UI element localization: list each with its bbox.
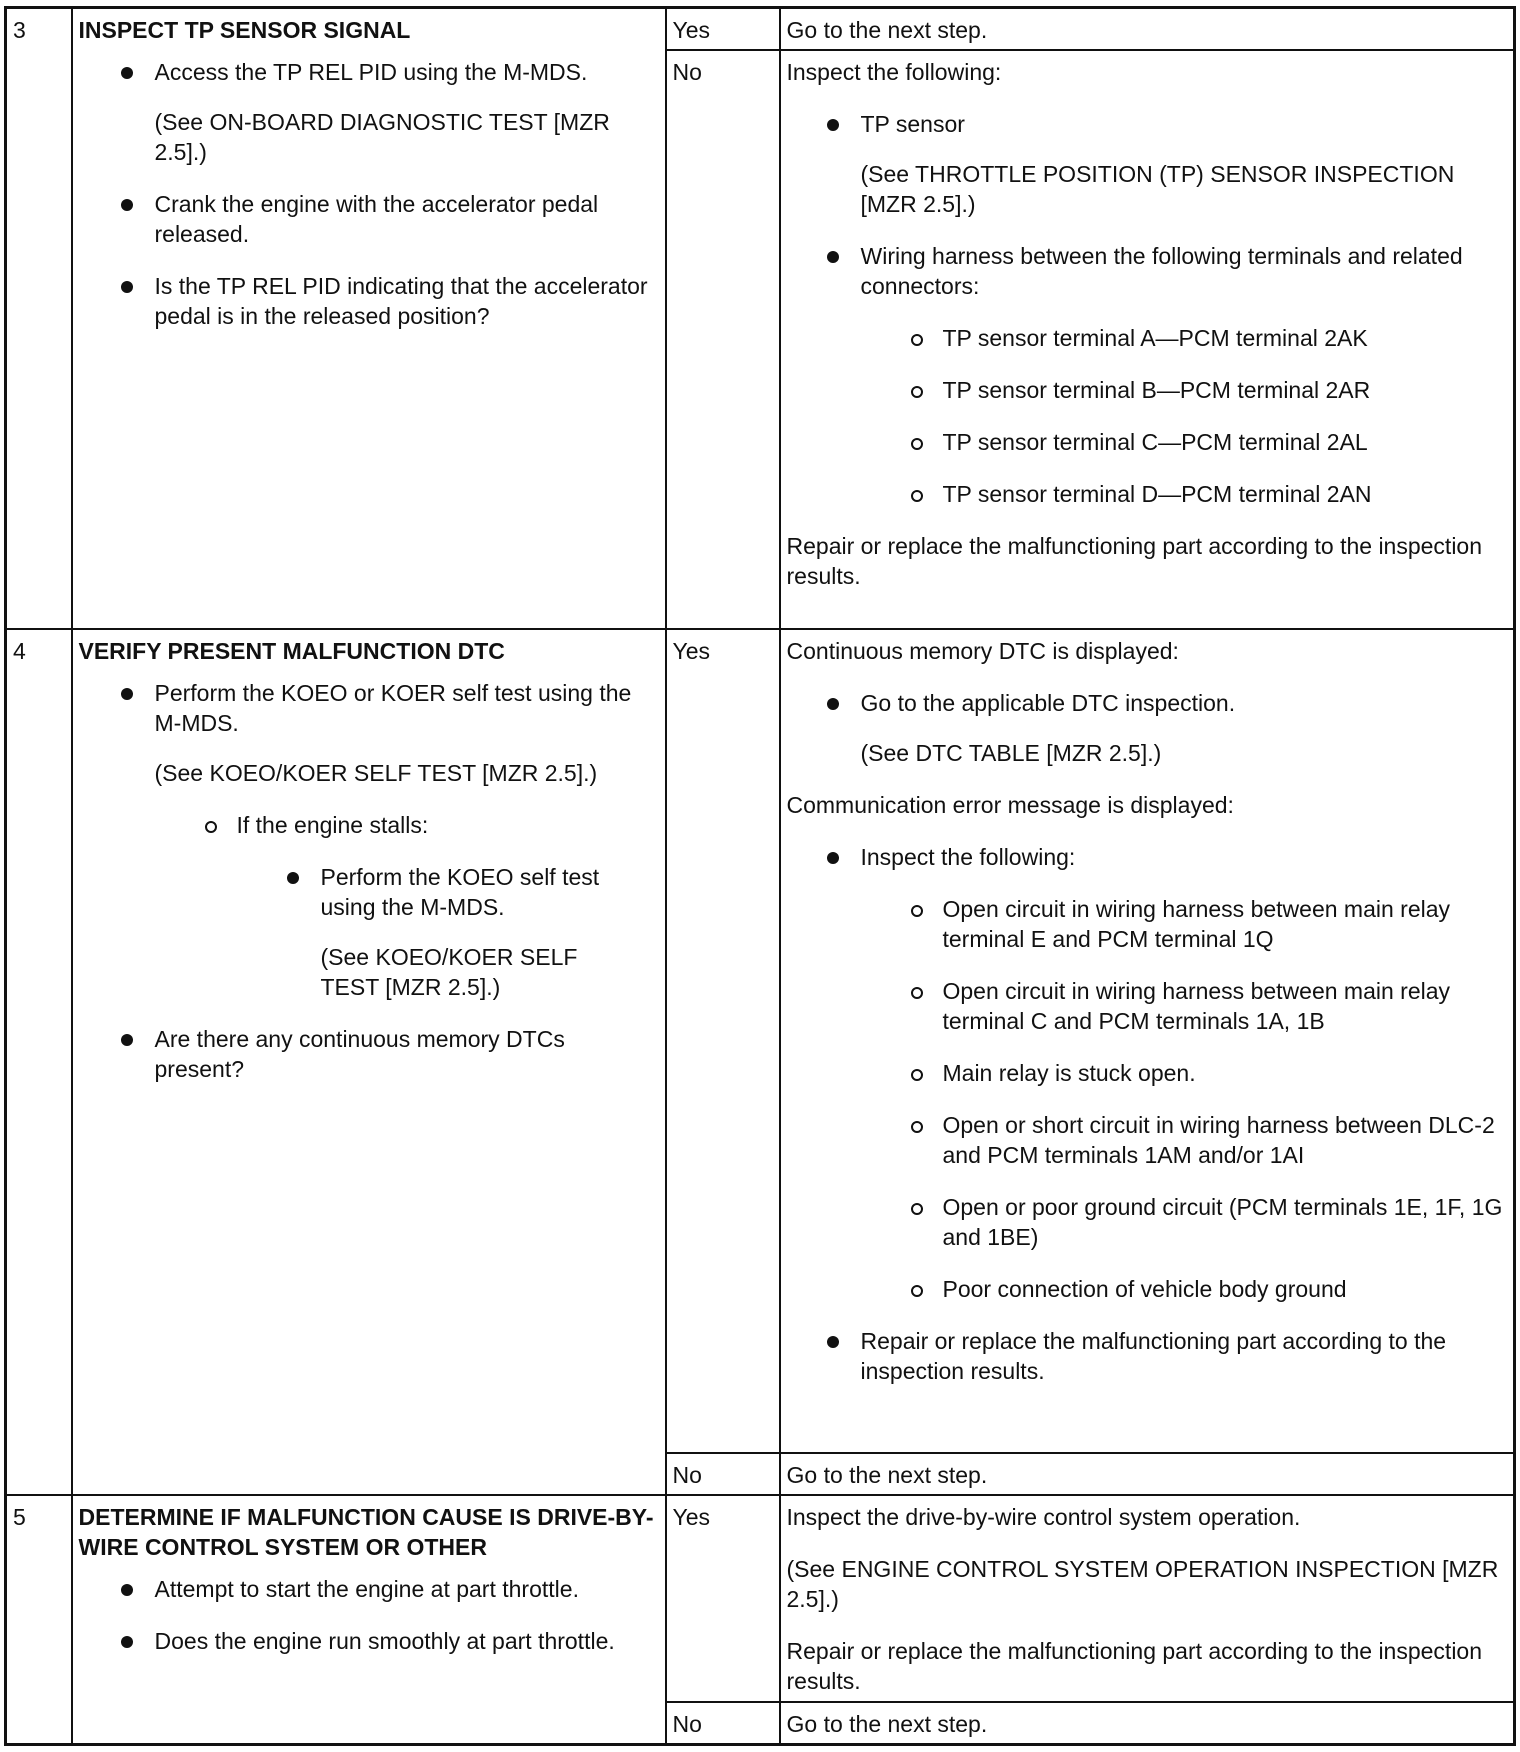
reference-note: (See KOEO/KOER SELF TEST [MZR 2.5].) (154, 759, 598, 786)
result-bullet: Go to the applicable DTC inspection. (See DTC TABLE [MZR 2.5].) (825, 688, 1508, 768)
result-bullet: Inspect the following: Open circuit in wiring harness between main relay terminal E and PCM terminal 1Q Open circuit in wiring harness between main relay terminal C and PCM terminals 1A, 1B Main relay is stuck open. Open or short circuit in wiring harness between DLC-2 and PCM terminals 1AM and/or 1AI Open or poor ground circuit (PCM terminals 1E, 1F, 1G and 1BE) Poor connection of vehicle body ground (825, 842, 1508, 1304)
step-title: INSPECT TP SENSOR SIGNAL (78, 17, 411, 43)
no-label: No (666, 1702, 780, 1745)
yes-result: Go to the next step. (780, 8, 1515, 51)
terminal-item: TP sensor terminal C—PCM terminal 2AL (907, 427, 1508, 457)
reference-note: (See ON-BOARD DIAGNOSTIC TEST [MZR 2.5].) (154, 109, 610, 165)
yes-result: Continuous memory DTC is displayed: Go to the applicable DTC inspection. (See DTC TABLE [MZR 2.5].) Communication error message is displayed: Inspect the following: Open circuit in wiring harness between main relay terminal E and PCM terminal 1Q Open circuit in wiring harness between main relay terminal C and PCM terminals 1A, 1B Main relay is stuck open. Open or short circuit in wiring harness between DLC-2 and PCM terminals 1AM and/or 1AI Open or poor ground circuit (PCM terminals 1E, 1F, 1G and 1BE) Poor connection of vehicle body ground Repair or replace the malfunctioning part according to the inspection results. (780, 629, 1515, 1453)
terminal-item: TP sensor terminal B—PCM terminal 2AR (907, 375, 1508, 405)
step-action (72, 629, 666, 1495)
no-result: Inspect the following: TP sensor (See THROTTLE POSITION (TP) SENSOR INSPECTION [MZR 2.5].) Wiring harness between the following terminals and related connectors: TP sensor terminal A—PCM terminal 2AK TP sensor terminal B—PCM terminal 2AR TP sensor terminal C—PCM terminal 2AL TP sensor terminal D—PCM terminal 2AN Repair or replace the malfunctioning part according to the inspection results. (780, 50, 1515, 629)
step-action (72, 8, 666, 629)
yes-label: Yes (666, 1495, 780, 1702)
step-title: VERIFY PRESENT MALFUNCTION DTC (78, 637, 505, 664)
step-title: DETERMINE IF MALFUNCTION CAUSE IS DRIVE-BY-WIRE CONTROL SYSTEM OR OTHER (78, 1503, 654, 1560)
no-label: No (666, 50, 780, 629)
no-result: Go to the next step. (780, 1702, 1515, 1745)
inspection-item: Open or short circuit in wiring harness between DLC-2 and PCM terminals 1AM and/or 1AI (907, 1110, 1508, 1170)
reference-note: (See KOEO/KOER SELF TEST [MZR 2.5].) (320, 943, 578, 1000)
yes-label: Yes (666, 629, 780, 1453)
terminal-item: TP sensor terminal A—PCM terminal 2AK (907, 323, 1508, 353)
condition-item: If the engine stalls: Perform the KOEO self test using the M-MDS. (See KOEO/KOER SELF TEST [MZR 2.5].) (201, 810, 659, 1002)
diagnostic-procedure-table (4, 6, 1516, 1746)
step-action (72, 1495, 666, 1745)
step-3-yes-row (6, 8, 1515, 51)
step-4-yes-row (6, 629, 1515, 1453)
step-number: 4 (6, 629, 72, 1495)
yes-label: Yes (666, 8, 780, 51)
action-bullet: Is the TP REL PID indicating that the accelerator pedal is in the released position? (119, 271, 659, 331)
action-bullet: Attempt to start the engine at part throttle. (119, 1574, 659, 1604)
reference-note: (See DTC TABLE [MZR 2.5].) (860, 739, 1162, 766)
result-bullet: TP sensor (See THROTTLE POSITION (TP) SENSOR INSPECTION [MZR 2.5].) (825, 109, 1508, 219)
inspection-item: Open circuit in wiring harness between main relay terminal E and PCM terminal 1Q (907, 894, 1508, 954)
no-result: Go to the next step. (780, 1453, 1515, 1495)
inspection-item: Open circuit in wiring harness between main relay terminal C and PCM terminals 1A, 1B (907, 976, 1508, 1036)
step-number: 3 (6, 8, 72, 629)
reference-note: (See THROTTLE POSITION (TP) SENSOR INSPECTION [MZR 2.5].) (860, 161, 1455, 218)
step-number: 5 (6, 1495, 72, 1745)
action-bullet: Perform the KOEO or KOER self test using the M-MDS. (See KOEO/KOER SELF TEST [MZR 2.5].) If the engine stalls: Perform the KOEO self test using the M-MDS. (See KOEO/KOER SELF TEST [MZR 2.5].) (119, 678, 659, 1002)
result-bullet: Wiring harness between the following terminals and related connectors: TP sensor terminal A—PCM terminal 2AK TP sensor terminal B—PCM terminal 2AR TP sensor terminal C—PCM terminal 2AL TP sensor terminal D—PCM terminal 2AN (825, 241, 1508, 509)
inspection-item: Open or poor ground circuit (PCM terminals 1E, 1F, 1G and 1BE) (907, 1192, 1508, 1252)
action-bullet: Does the engine run smoothly at part throttle. (119, 1626, 659, 1656)
action-bullet: Crank the engine with the accelerator pedal released. (119, 189, 659, 249)
no-label: No (666, 1453, 780, 1495)
step-5-yes-row (6, 1495, 1515, 1702)
terminal-item: TP sensor terminal D—PCM terminal 2AN (907, 479, 1508, 509)
action-bullet: Access the TP REL PID using the M-MDS. (See ON-BOARD DIAGNOSTIC TEST [MZR 2.5].) (119, 57, 659, 167)
result-bullet: Repair or replace the malfunctioning part according to the inspection results. (825, 1326, 1508, 1386)
inspection-item: Poor connection of vehicle body ground (907, 1274, 1508, 1304)
yes-result: Inspect the drive-by-wire control system operation. (See ENGINE CONTROL SYSTEM OPERATION INSPECTION [MZR 2.5].) Repair or replace the malfunctioning part according to the inspection results. (780, 1495, 1515, 1702)
action-bullet: Are there any continuous memory DTCs present? (119, 1024, 659, 1084)
action-bullet: Perform the KOEO self test using the M-MDS. (See KOEO/KOER SELF TEST [MZR 2.5].) (285, 862, 619, 1002)
inspection-item: Main relay is stuck open. (907, 1058, 1508, 1088)
